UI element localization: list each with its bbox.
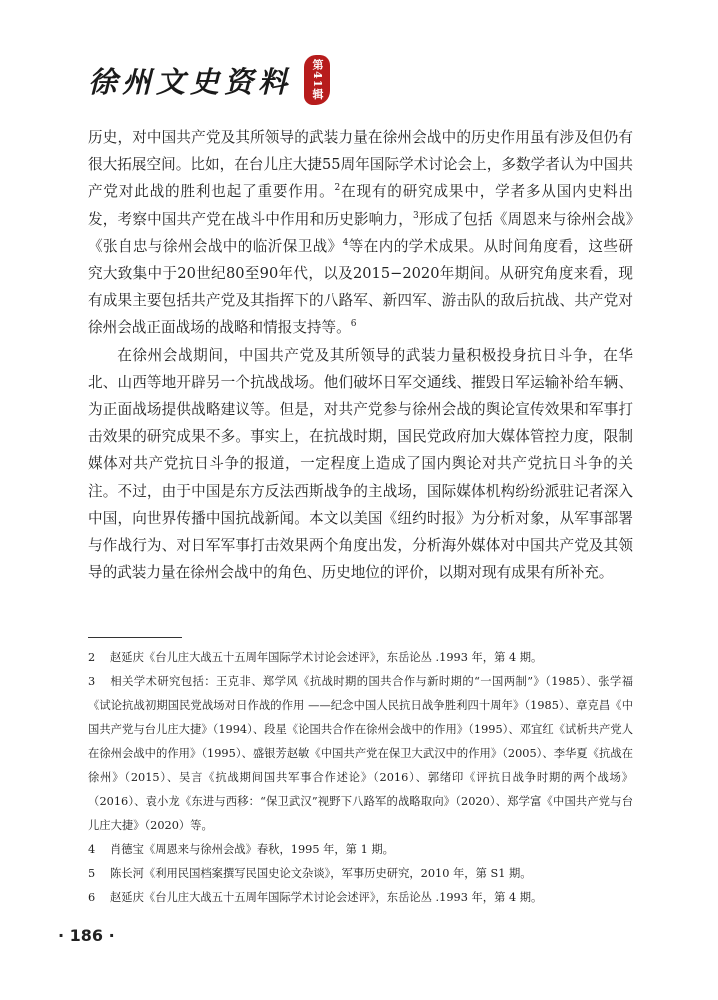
- footnote-number: 2: [88, 651, 96, 664]
- footnote-ref[interactable]: 6: [350, 319, 357, 330]
- paragraph-1: 历史，对中国共产党及其所领导的武装力量在徐州会战中的历史作用虽有涉及但仍有很大拓展空间。比如，在台儿庄大捷55周年国际学术讨论会上，多数学者认为中国共产党对此战的胜利也起了重要作用。$^2$在现有的研究成果中，学者多从国内史料出发，考察中国共产党在战斗中作用和历史影响力，$^3$形成了包括《周恩来与徐州会战》《张自忠与徐州会战中的临沂保卫战》$^4$等在内的学术成果。从时间角度看，这些研究大致集中于20世纪80至90年代，以及2015−2020年期间。从研究角度来看，现有成果主要包括共产党及其指挥下的八路军、新四军、游击队的敌后抗战、共产党对徐州会战正面战场的战略和情报支持等。$^6$: [88, 129, 633, 337]
- footnote-ref[interactable]: 2: [334, 183, 341, 194]
- issue-seal: 第41辑: [304, 55, 330, 105]
- paragraph-2: 在徐州会战期间，中国共产党及其所领导的武装力量积极投身抗日斗争，在华北、山西等地开辟另一个抗战战场。他们破坏日军交通线、摧毁日军运输补给车辆、为正面战场提供战略建议等。但是，对共产党参与徐州会战的舆论宣传效果和军事打击效果的研究成果不多。事实上，在抗战时期，国民党政府加大媒体管控力度，限制媒体对共产党抗日斗争的报道，一定程度上造成了国内舆论对共产党抗日斗争的关注。不过，由于中国是东方反法西斯战争的主战场，国际媒体机构纷纷派驻记者深入中国，向世界传播中国抗战新闻。本文以美国《纽约时报》为分析对象，从军事部署与作战行为、对日军军事打击效果两个角度出发，分析海外媒体对中国共产党及其领导的武装力量在徐州会战中的角色、历史地位的评价，以期对现有成果有所补充。: [88, 346, 633, 582]
- footnote: [88, 862, 633, 886]
- footnote-text: 赵延庆《台儿庄大战五十五周年国际学术讨论会述评》，东岳论丛 .1993 年，第 4 期。: [110, 891, 543, 904]
- footnote-text: 肖德宝《周恩来与徐州会战》春秋，1995 年，第 1 期。: [110, 843, 394, 856]
- footnote: [88, 886, 633, 910]
- footnote: [88, 646, 633, 670]
- footnote-text: 赵延庆《台儿庄大战五十五周年国际学术讨论会述评》，东岳论丛 .1993 年，第 4 期。: [110, 651, 543, 664]
- footnote-number: 6: [88, 891, 96, 904]
- footnote: [88, 838, 633, 862]
- footnote-number: 5: [88, 867, 96, 880]
- footnote-text: 相关学术研究包括：王克非、郑学风《抗战时期的国共合作与新时期的“一国两制”》（1985）、张学福《试论抗战初期国民党战场对日作战的作用 ——纪念中国人民抗日战争胜利四十周年》（1985）、章克昌《中国共产党与台儿庄大捷》（1994）、段星《论国共合作在徐州会战中的作用》（1995）、邓宜红《试析共产党人在徐州会战中的作用》（1995）、盛银芳赵敏《中国共产党在保卫大武汉中的作用》（2005）、李华夏《抗战在徐州》（2015）、吴言《抗战期间国共军事合作述论》（2016）、郭绪印《评抗日战争时期的两个战场》（2016）、袁小龙《东进与西移：“保卫武汉”视野下八路军的战略取向》（2020）、郑学富《中国共产党与台儿庄大捷》（2020）等。: [88, 675, 633, 832]
- footnotes: [88, 646, 633, 910]
- page-header: [88, 52, 330, 108]
- footnote: [88, 670, 633, 838]
- footnote-divider: [88, 637, 182, 638]
- page-number: · 186 ·: [58, 926, 115, 945]
- footnote-ref[interactable]: 4: [342, 237, 349, 248]
- footnote-number: 4: [88, 843, 96, 856]
- body-text: [88, 124, 633, 586]
- footnote-ref[interactable]: 3: [412, 210, 419, 221]
- journal-title: 徐州文史资料: [88, 64, 293, 99]
- footnote-text: 陈长河《利用民国档案撰写民国史论文杂谈》，军事历史研究，2010 年，第 S1 期。: [110, 867, 532, 880]
- footnote-number: 3: [88, 675, 96, 688]
